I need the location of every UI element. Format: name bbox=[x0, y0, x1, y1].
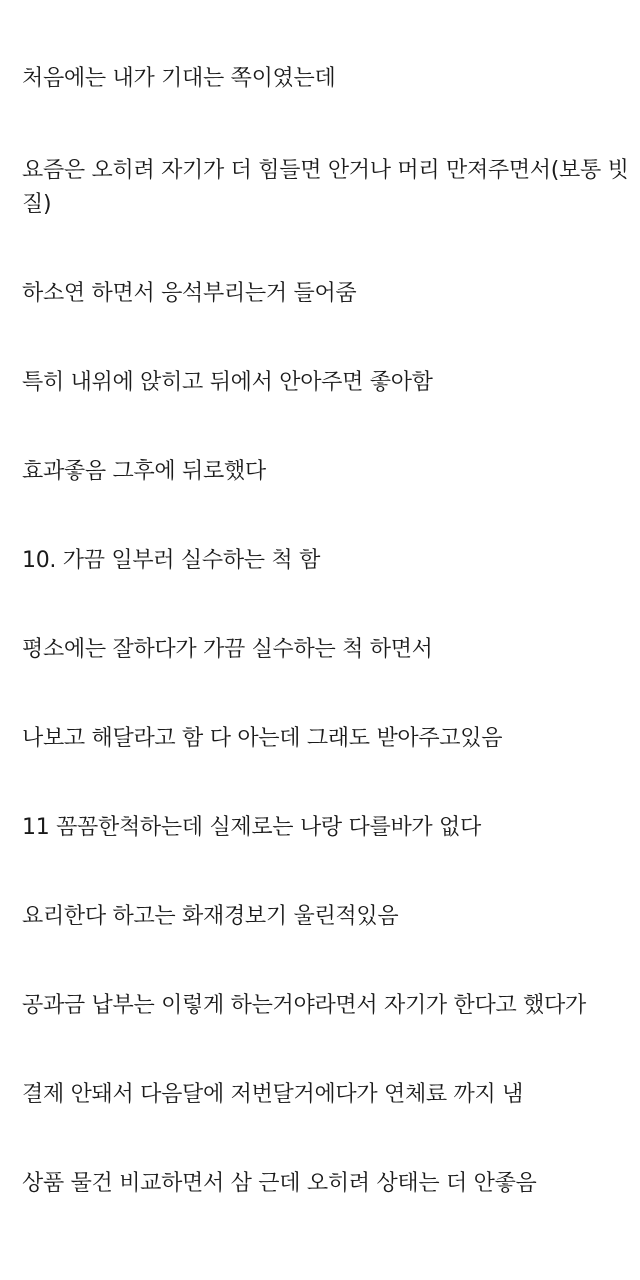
paragraph: 나보고 해달라고 함 다 아는데 그래도 받아주고있음 bbox=[22, 726, 503, 751]
numbered-heading-11: 11 꼼꼼한척하는데 실제로는 나랑 다를바가 없다 bbox=[22, 815, 481, 840]
paragraph: 요리한다 하고는 화재경보기 울린적있음 bbox=[22, 904, 399, 929]
paragraph: 평소에는 잘하다가 가끔 실수하는 척 하면서 bbox=[22, 637, 433, 662]
paragraph: 요즘은 오히려 자기가 더 힘들면 안거나 머리 만져주면서(보통 빗질) bbox=[22, 158, 629, 217]
paragraph: 처음에는 내가 기대는 쪽이였는데 bbox=[22, 66, 336, 91]
paragraph: 결제 안돼서 다음달에 저번달거에다가 연체료 까지 냄 bbox=[22, 1082, 524, 1107]
paragraph: 특히 내위에 앉히고 뒤에서 안아주면 좋아함 bbox=[22, 370, 433, 395]
paragraph: 효과좋음 그후에 뒤로했다 bbox=[22, 459, 266, 484]
numbered-heading-10: 10. 가끔 일부러 실수하는 척 함 bbox=[22, 548, 321, 573]
paragraph: 공과금 납부는 이렇게 하는거야라면서 자기가 한다고 했다가 bbox=[22, 993, 586, 1018]
paragraph: 하소연 하면서 응석부리는거 들어줌 bbox=[22, 281, 357, 306]
paragraph: 상품 물건 비교하면서 삼 근데 오히려 상태는 더 안좋음 bbox=[22, 1171, 537, 1196]
